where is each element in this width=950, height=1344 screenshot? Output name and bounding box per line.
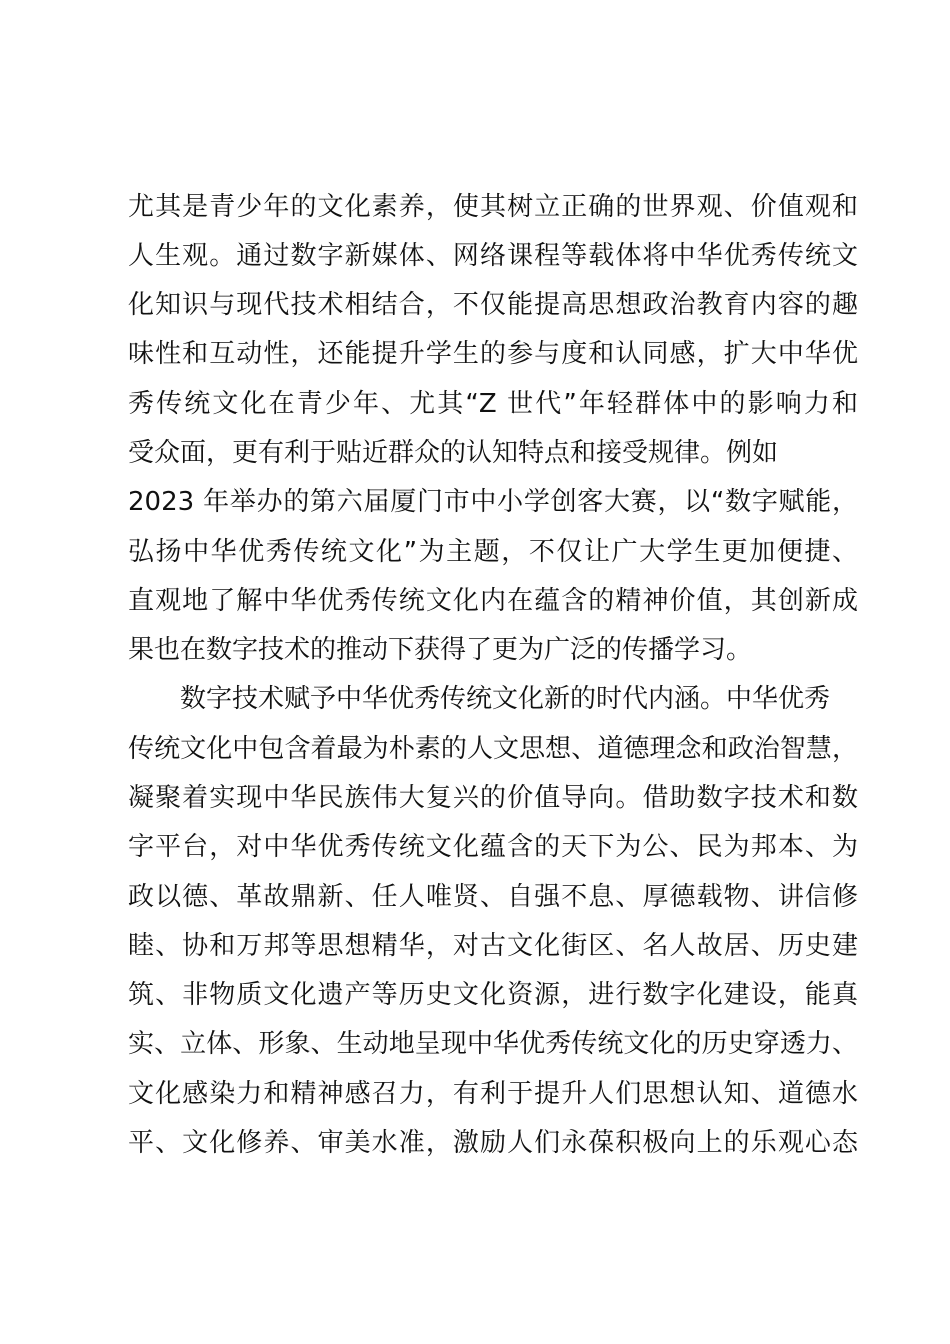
text-line: 尤其是青少年的文化素养，使其树立正确的世界观、价值观和: [128, 192, 858, 222]
text-line: 实、立体、形象、生动地呈现中华优秀传统文化的历史穿透力、: [128, 1029, 858, 1059]
text-line: 字平台，对中华优秀传统文化蕴含的天下为公、民为邦本、为: [128, 832, 858, 862]
text-line: 凝聚着实现中华民族伟大复兴的价值导向。借助数字技术和数: [128, 783, 858, 813]
text-line: 睦、协和万邦等思想精华，对古文化街区、名人故居、历史建: [128, 931, 858, 961]
text-line: 直观地了解中华优秀传统文化内在蕴含的精神价值，其创新成: [128, 586, 858, 616]
text-line: 果也在数字技术的推动下获得了更为广泛的传播学习。: [128, 635, 753, 665]
text-line: 2023 年举办的第六届厦门市中小学创客大赛，以“数字赋能，: [128, 487, 858, 517]
paragraph-first-line: 数字技术赋予中华优秀传统文化新的时代内涵。中华优秀: [180, 684, 831, 714]
text-line: 筑、非物质文化遗产等历史文化资源，进行数字化建设，能真: [128, 980, 858, 1010]
text-line: 文化感染力和精神感召力，有利于提升人们思想认知、道德水: [128, 1079, 858, 1109]
text-line: 味性和互动性，还能提升学生的参与度和认同感，扩大中华优: [128, 339, 858, 369]
text-line: 人生观。通过数字新媒体、网络课程等载体将中华优秀传统文: [128, 241, 858, 271]
text-line: 化知识与现代技术相结合，不仅能提高思想政治教育内容的趣: [128, 290, 858, 320]
text-line: 平、文化修养、审美水准，激励人们永葆积极向上的乐观心态: [128, 1128, 858, 1158]
text-line: 受众面，更有利于贴近群众的认知特点和接受规律。例如: [128, 438, 779, 468]
text-line: 弘扬中华优秀传统文化”为主题，不仅让广大学生更加便捷、: [128, 537, 858, 567]
text-line: 秀传统文化在青少年、尤其“Z 世代”年轻群体中的影响力和: [128, 389, 858, 419]
text-line: 政以德、革故鼎新、任人唯贤、自强不息、厚德载物、讲信修: [128, 882, 858, 912]
text-line: 传统文化中包含着最为朴素的人文思想、道德理念和政治智慧，: [128, 734, 858, 764]
